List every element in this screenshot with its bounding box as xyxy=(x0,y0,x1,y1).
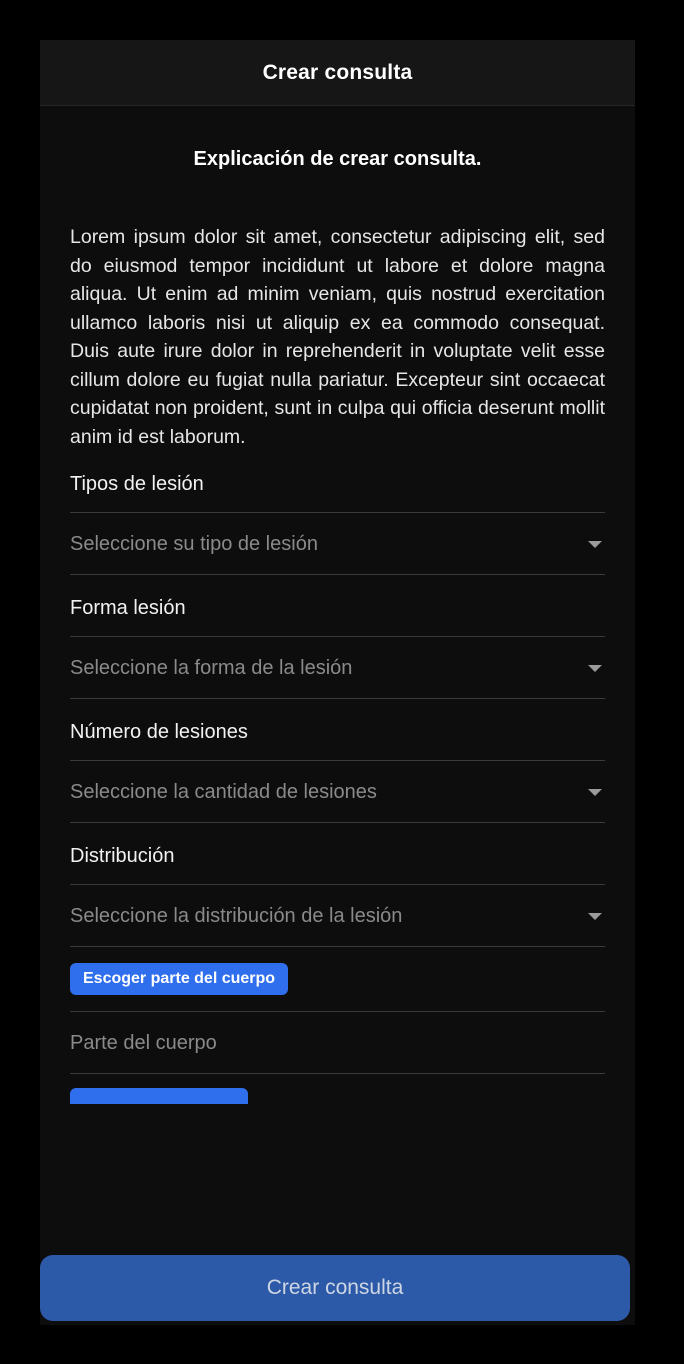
app-window xyxy=(40,40,635,1325)
label-forma-lesion: Forma lesión xyxy=(70,575,605,637)
chevron-down-icon xyxy=(588,665,602,672)
select-tipos-de-lesion-value: Seleccione su tipo de lesión xyxy=(70,533,318,555)
label-tipos-de-lesion: Tipos de lesión xyxy=(70,451,605,513)
chevron-down-icon xyxy=(588,913,602,920)
select-forma-lesion-value: Seleccione la forma de la lesión xyxy=(70,657,353,679)
select-distribucion[interactable] xyxy=(70,885,605,947)
titlebar xyxy=(40,40,635,106)
chevron-down-icon xyxy=(588,541,602,548)
label-numero-de-lesiones: Número de lesiones xyxy=(70,699,605,761)
body-part-input-row[interactable] xyxy=(70,1012,605,1074)
escoger-parte-del-cuerpo-button[interactable]: Escoger parte del cuerpo xyxy=(70,963,288,995)
page-title: Crear consulta xyxy=(262,60,413,84)
form-content xyxy=(40,148,635,1325)
partial-chip[interactable] xyxy=(70,1088,248,1104)
crear-consulta-button[interactable] xyxy=(40,1255,630,1321)
select-numero-de-lesiones-value: Seleccione la cantidad de lesiones xyxy=(70,781,377,803)
select-numero-de-lesiones[interactable] xyxy=(70,761,605,823)
crear-consulta-button-label: Crear consulta xyxy=(266,1276,404,1299)
chevron-down-icon xyxy=(588,789,602,796)
select-forma-lesion[interactable] xyxy=(70,637,605,699)
label-distribucion: Distribución xyxy=(70,823,605,885)
body-part-input-value: Parte del cuerpo xyxy=(70,1032,217,1054)
select-distribucion-value: Seleccione la distribución de la lesión xyxy=(70,905,403,927)
section-subtitle: Explicación de crear consulta. xyxy=(193,148,482,170)
select-tipos-de-lesion[interactable] xyxy=(70,513,605,575)
explanation-paragraph: Lorem ipsum dolor sit amet, consectetur adipiscing elit, sed do eiusmod tempor incididunt ut labore et dolore magna aliqua. Ut enim ad minim veniam, quis nostrud exercitation ullamco laboris nisi ut aliquip ex ea commodo consequat. Duis aute irure dolor in reprehenderit in voluptate velit esse cillum dolore eu fugiat nulla pariatur. Excepteur sint occaecat cupidatat non proident, sunt in culpa qui officia deserunt mollit anim id est laborum. xyxy=(70,226,605,448)
body-part-chip-row xyxy=(70,947,605,1012)
next-chip-row-partial xyxy=(70,1074,605,1104)
